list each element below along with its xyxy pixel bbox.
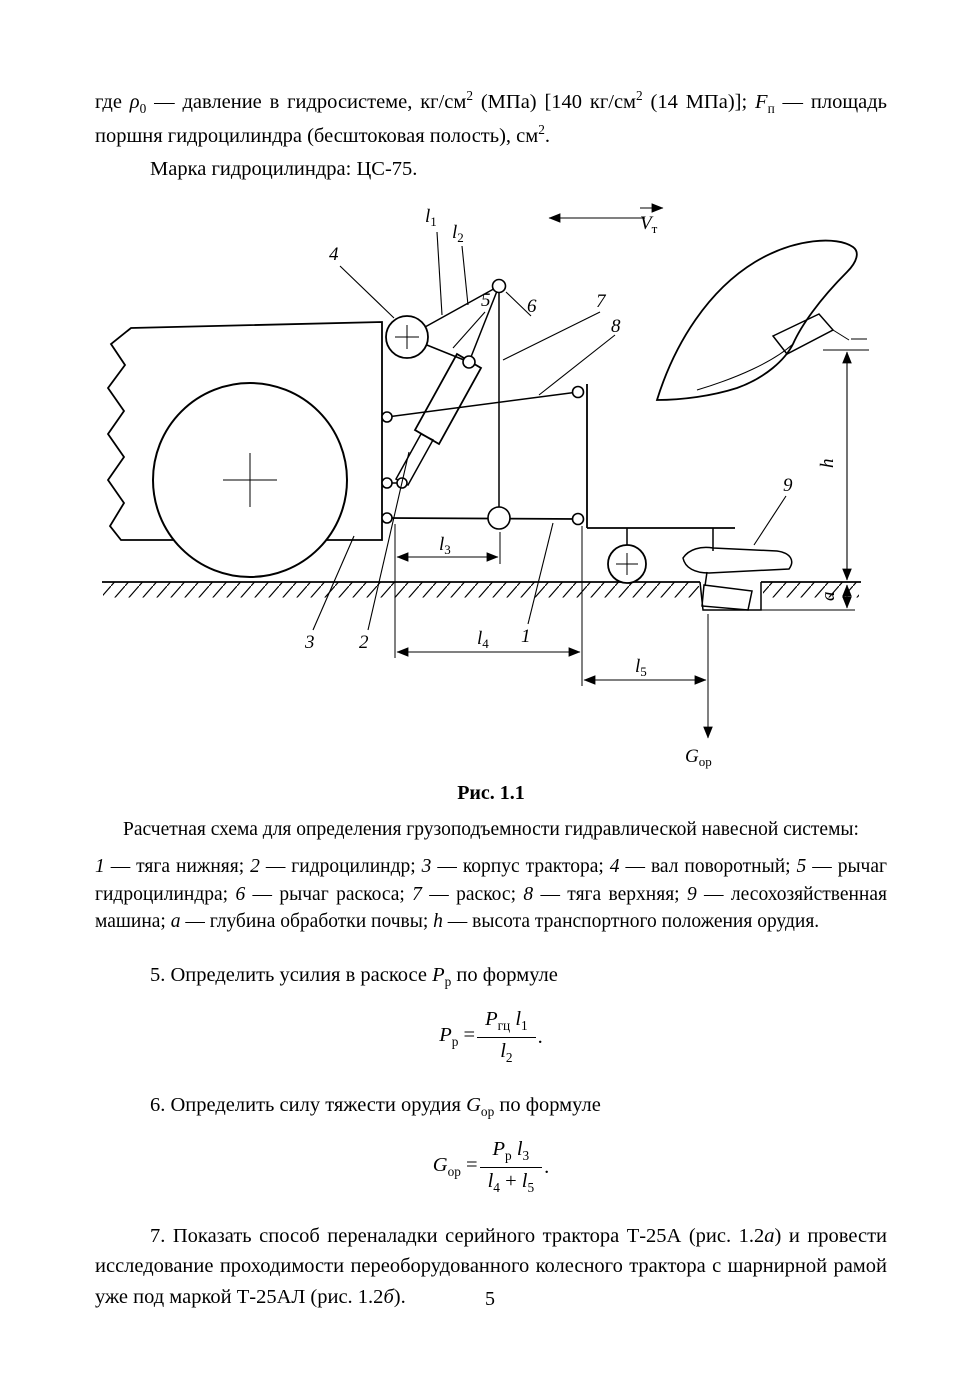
label-h: h	[817, 458, 838, 468]
label-8: 8	[611, 315, 621, 337]
figure-caption: Рис. 1.1	[457, 781, 525, 804]
formula-tail: .	[537, 1025, 543, 1048]
step-6-paragraph: 6. Определить силу тяжести орудия $G_{ор}$ по формуле	[150, 1094, 601, 1120]
hydraulic-cylinder	[396, 354, 481, 485]
figure-1-1	[95, 202, 887, 936]
figure-legend: 1 — тяга нижняя; 2 — гидроцилиндр; 3 — корпус трактора; 4 — вал поворотный; 5 — рычаг гидроцилиндра; 6 — рычаг раскоса; 7 — раскос; 8 — тяга верхняя; 9 — лесохозяйственная машина; а — глубина обработки почвы; h — высота транспортного положения орудия.	[95, 855, 888, 933]
ground	[102, 582, 861, 610]
label-a: a	[818, 591, 839, 601]
page-content	[95, 86, 887, 1313]
implement-frame	[587, 384, 792, 610]
label-6: 6	[527, 295, 537, 317]
formula-numerator: $P_р$ $l_3$	[492, 1138, 530, 1164]
label-l3: $l_3$	[439, 533, 451, 557]
label-l5: $l_5$	[635, 655, 647, 679]
label-l2: $l_2$	[452, 221, 464, 245]
leader-lines	[313, 232, 786, 630]
formula-p-raskos	[95, 1008, 887, 1066]
step-7-paragraph: 7. Показать способ переналадки серийного трактора Т-25А (рис. 1.2а) и провести исследование проходимости переоборудованного колесного трактора с шарнирной рамой уже под маркой Т-25АЛ (рис. 1.2б).	[95, 1224, 887, 1309]
label-9: 9	[783, 474, 793, 496]
formula-g-orudie	[95, 1138, 887, 1196]
label-vt: $V_т$	[640, 212, 658, 236]
label-3: 3	[305, 631, 315, 653]
label-7: 7	[596, 290, 606, 312]
rear-wheel	[153, 383, 347, 577]
page-number: 5	[485, 1288, 495, 1310]
label-5: 5	[481, 289, 491, 311]
formula-denominator: $l_4 + l_5$	[480, 1167, 543, 1196]
formula-fraction	[480, 1138, 543, 1196]
step-5-paragraph: 5. Определить усилия в раскосе $P_р$ по формуле	[150, 964, 558, 990]
lower-link	[387, 518, 578, 519]
upper-link	[387, 392, 578, 417]
intro-paragraph: где $\rho_0$ — давление в гидросистеме, $кг/см^2$ (МПа) [140 $кг/см^2$ (14 МПа)]; $F_п$ — площадь поршня гидроцилиндра (бесштоковая полость), $см^2$.	[95, 88, 887, 147]
label-l4: $l_4$	[477, 627, 489, 651]
label-1: 1	[521, 625, 531, 647]
plow-body	[657, 241, 857, 400]
formula-lhs: $P_р$ =	[439, 1024, 476, 1050]
label-g-or: $G_{ор}$	[685, 745, 712, 769]
formula-denominator: $l_2$	[477, 1037, 536, 1066]
figure-diagram	[97, 202, 877, 772]
label-2: 2	[359, 631, 369, 653]
label-4: 4	[329, 243, 339, 265]
ground-hatching-right	[763, 582, 859, 597]
ground-hatching-left	[103, 582, 699, 597]
formula-lhs: $G_{ор}$ =	[432, 1154, 478, 1180]
formula-tail: .	[544, 1155, 550, 1178]
formula-fraction	[477, 1008, 536, 1066]
label-l1: $l_1$	[425, 205, 437, 229]
soil-blade	[702, 585, 752, 610]
cylinder-brand-line: Марка гидроцилиндра: ЦС-75.	[150, 158, 418, 181]
pivot-shaft	[386, 316, 428, 358]
figure-subcaption: Расчетная схема для определения грузоподъемности гидравлической навесной системы:	[123, 818, 859, 840]
formula-numerator: $P_{гц}$ $l_1$	[485, 1008, 528, 1034]
skid	[683, 547, 792, 573]
